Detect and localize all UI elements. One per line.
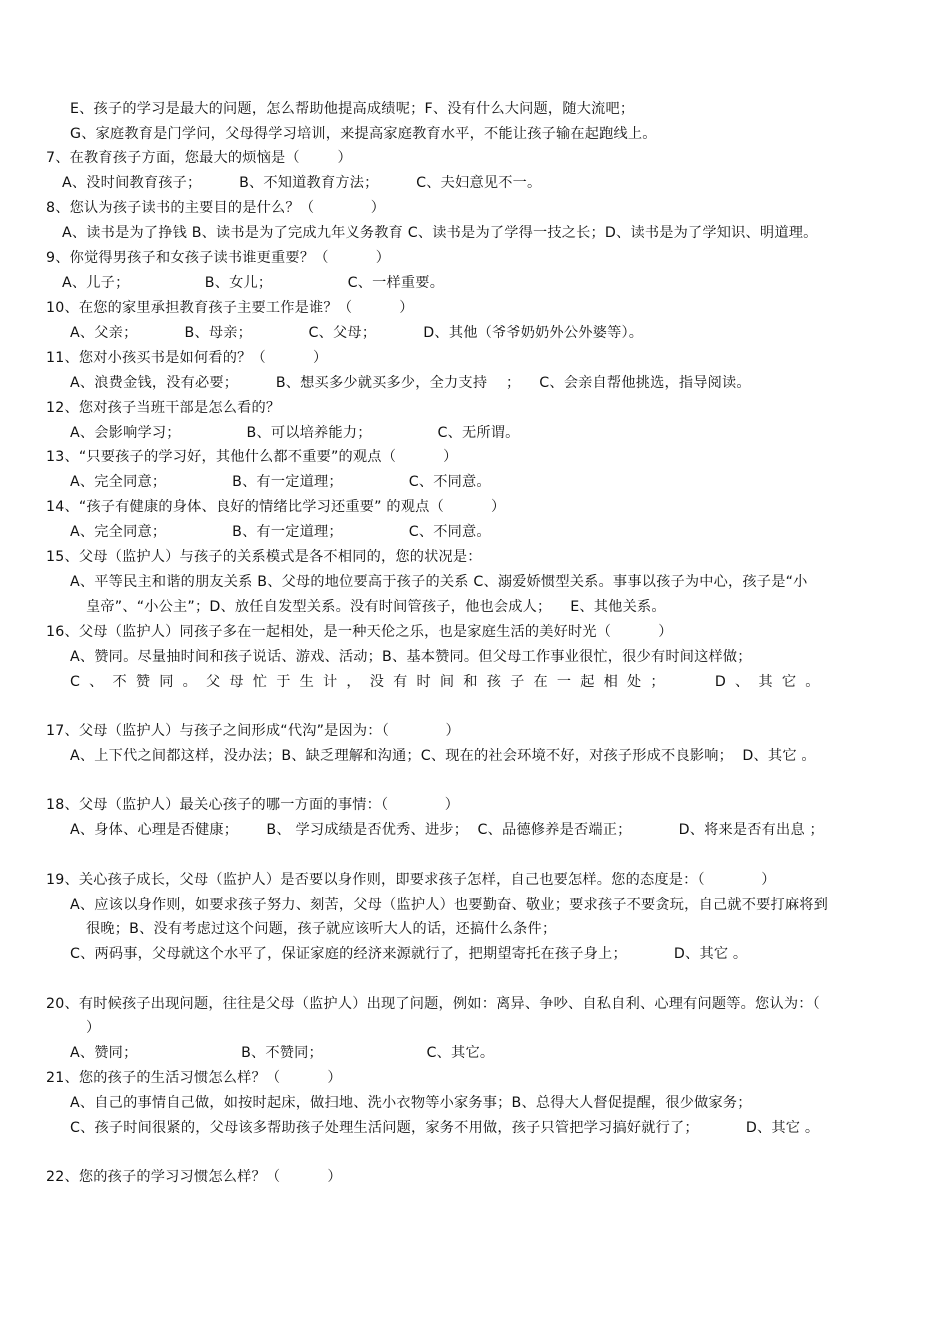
question-15-options: A、平等民主和谐的朋友关系 B、父母的地位要高于孩子的关系 C、溺爱娇惯型关系。事事以孩子为中心，孩子是“小 <box>70 574 808 590</box>
question-12-options: A、会影响学习； B、可以培养能力； C、无所谓。 <box>70 425 520 441</box>
question-16-options-a-b: A、赞同。尽量抽时间和孩子说话、游戏、活动；B、基本赞同。但父母工作事业很忙，很少有时间这样做； <box>70 649 752 665</box>
question-14: 14、“孩子有健康的身体、良好的情绪比学习还重要” 的观点（ ） <box>46 499 506 515</box>
question-11-options: A、浪费金钱，没有必要； B、想买多少就买多少，全力支持 ； C、会亲自帮他挑选，指导阅读。 <box>70 375 751 391</box>
question-8-options: A、读书是为了挣钱 B、读书是为了完成九年义务教育 C、读书是为了学得一技之长；D、读书是为了学知识、明道理。 <box>62 225 818 241</box>
question-15: 15、父母（监护人）与孩子的关系模式是各不相同的，您的状况是： <box>46 549 482 565</box>
question-16: 16、父母（监护人）同孩子多在一起相处，是一种天伦之乐，也是家庭生活的美好时光（ ） <box>46 624 673 640</box>
question-20-cont: ） <box>86 1020 101 1036</box>
question-11: 11、您对小孩买书是如何看的？（ ） <box>46 350 328 366</box>
question-22: 22、您的孩子的学习习惯怎么样？（ ） <box>46 1169 342 1185</box>
question-18: 18、父母（监护人）最关心孩子的哪一方面的事情：（ ） <box>46 797 460 813</box>
question-16-options-c-d: C、不赞同。父母忙于生计，没有时间和孩子在一起相处； D、其它。 <box>70 674 829 690</box>
question-7-options: A、没时间教育孩子； B、不知道教育方法； C、夫妇意见不一。 <box>62 175 542 191</box>
question-15-options-cont: 皇帝”、“小公主”；D、放任自发型关系。没有时间管孩子，他也会成人； E、其他关系。 <box>86 599 666 615</box>
question-17: 17、父母（监护人）与孩子之间形成“代沟”是因为：（ ） <box>46 723 460 739</box>
question-21-options-c-d: C、孩子时间很紧的，父母该多帮助孩子处理生活问题，家务不用做，孩子只管把学习搞好就行了； D、其它 。 <box>70 1120 820 1136</box>
question-19-option-a: A、应该以身作则，如要求孩子努力、刻苦，父母（监护人）也要勤奋、敬业；要求孩子不要贪玩，自己就不要打麻将到 <box>70 897 829 913</box>
question-10-options: A、父亲； B、母亲； C、父母； D、其他（爷爷奶奶外公外婆等）。 <box>70 325 644 341</box>
option-line-e-f: E、孩子的学习是最大的问题，怎么帮助他提高成绩呢；F、没有什么大问题，随大流吧； <box>70 101 635 117</box>
question-18-options: A、身体、心理是否健康； B、 学习成绩是否优秀、进步； C、品德修养是否端正； D、将来是否有出息 ； <box>70 822 824 838</box>
question-9-options: A、儿子； B、女儿； C、一样重要。 <box>62 275 445 291</box>
question-7: 7、在教育孩子方面，您最大的烦恼是（ ） <box>46 150 352 166</box>
question-20: 20、有时候孩子出现问题，往往是父母（监护人）出现了问题，例如：离异、争吵、自私自利、心理有问题等。您认为：（ <box>46 996 820 1012</box>
question-20-options: A、赞同； B、不赞同； C、其它。 <box>70 1045 495 1061</box>
question-19: 19、关心孩子成长，父母（监护人）是否要以身作则，即要求孩子怎样，自己也要怎样。您的态度是：（ ） <box>46 872 776 888</box>
question-13-options: A、完全同意； B、有一定道理； C、不同意。 <box>70 474 491 490</box>
question-21-options-a-b: A、自己的事情自己做，如按时起床，做扫地、洗小衣物等小家务事；B、总得大人督促提醒，很少做家务； <box>70 1095 752 1111</box>
question-9: 9、你觉得男孩子和女孩子读书谁更重要？（ ） <box>46 250 391 266</box>
question-8: 8、您认为孩子读书的主要目的是什么？（ ） <box>46 200 386 216</box>
option-line-g: G、家庭教育是门学问，父母得学习培训，来提高家庭教育水平，不能让孩子输在起跑线上。 <box>70 126 657 142</box>
question-13: 13、“只要孩子的学习好，其他什么都不重要”的观点（ ） <box>46 449 458 465</box>
question-17-options: A、上下代之间都这样，没办法；B、缺乏理解和沟通；C、现在的社会环境不好，对孩子形成不良影响； D、其它 。 <box>70 748 816 764</box>
question-19-options-c-d: C、两码事，父母就这个水平了，保证家庭的经济来源就行了，把期望寄托在孩子身上； D、其它 。 <box>70 946 748 962</box>
question-19-option-a-cont: 很晚；B、没有考虑过这个问题，孩子就应该听大人的话，还搞什么条件； <box>86 921 557 937</box>
question-21: 21、您的孩子的生活习惯怎么样？（ ） <box>46 1070 342 1086</box>
question-12: 12、您对孩子当班干部是怎么看的？ <box>46 400 281 416</box>
question-14-options: A、完全同意； B、有一定道理； C、不同意。 <box>70 524 491 540</box>
question-10: 10、在您的家里承担教育孩子主要工作是谁？（ ） <box>46 300 414 316</box>
